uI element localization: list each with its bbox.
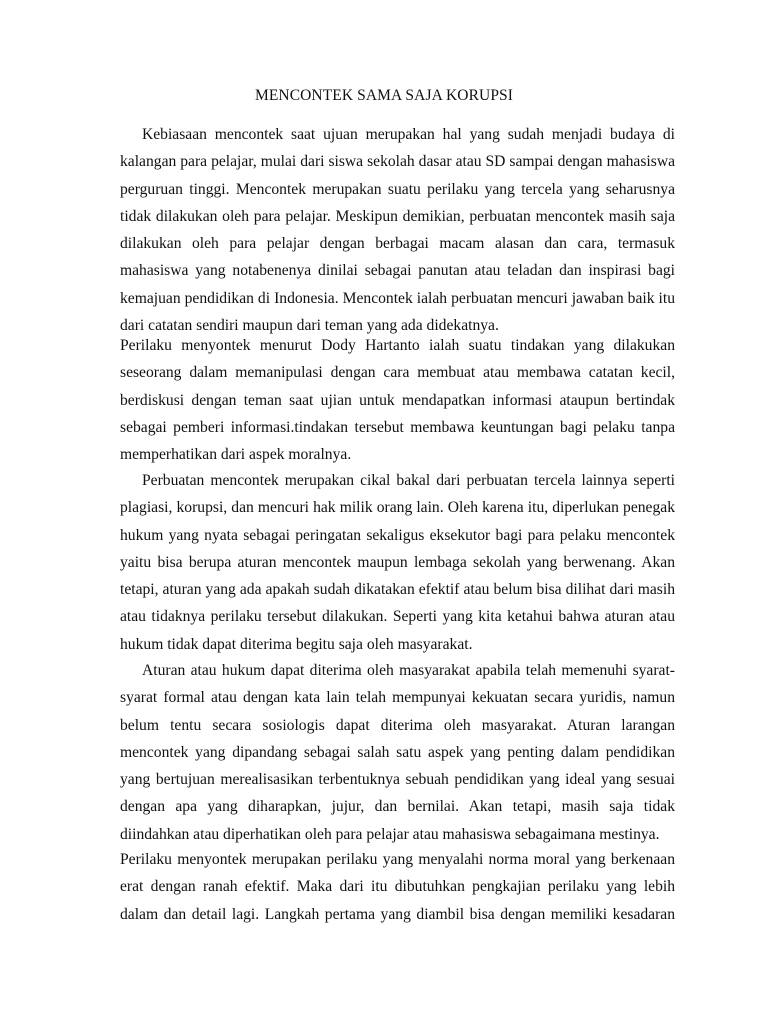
document-title: MENCONTEK SAMA SAJA KORUPSI — [254, 87, 514, 104]
paragraph-2: Perilaku menyontek menurut Dody Hartanto ialah suatu tindakan yang dilakukan seseorang dalam memanipulasi dengan cara membuat atau membawa catatan kecil, berdiskusi dengan teman saat ujian untuk mendapatkan informasi ataupun bertindak sebagai pemberi informasi.tindakan tersebut membawa keuntungan bagi pelaku tanpa memperhatikan dari aspek moralnya. — [120, 337, 675, 464]
paragraph-1: Kebiasaan mencontek saat ujuan merupakan hal yang sudah menjadi budaya di kalangan para pelajar, mulai dari siswa sekolah dasar atau SD sampai dengan mahasiswa perguruan tinggi. Mencontek merupakan suatu perilaku yang tercela yang seharusnya tidak dilakukan oleh para pelajar. Meskipun demikian, perbuatan mencontek masih saja dilakukan oleh para pelajar dengan berbagai macam alasan dan cara, termasuk mahasiswa yang notabenenya dinilai sebagai panutan atau teladan dan inspirasi bagi kemajuan pendidikan di Indonesia. Mencontek ialah perbuatan mencuri jawaban baik itu dari catatan sendiri maupun dari teman yang ada didekatnya. — [120, 126, 675, 335]
paragraph-5: Perilaku menyontek merupakan perilaku yang menyalahi norma moral yang berkenaan erat dengan ranah efektif. Maka dari itu dibutuhkan pengkajian perilaku yang lebih dalam dan detail lagi. Langkah pertama yang diambil bisa dengan memiliki kesadaran — [120, 851, 675, 923]
paragraph-4: Aturan atau hukum dapat diterima oleh masyarakat apabila telah memenuhi syarat-syarat formal atau dengan kata lain telah mempunyai kekuatan secara yuridis, namun belum tentu secara sosiologis dapat diterima oleh masyarakat. Aturan larangan mencontek yang dipandang sebagai salah satu aspek yang penting dalam pendidikan yang bertujuan merealisasikan terbentuknya sebuah pendidikan yang ideal yang sesuai dengan apa yang diharapkan, jujur, dan bernilai. Akan tetapi, masih saja tidak diindahkan atau diperhatikan oleh para pelajar atau mahasiswa sebagaimana mestinya. — [120, 662, 675, 843]
paragraph-3: Perbuatan mencontek merupakan cikal bakal dari perbuatan tercela lainnya seperti plagiasi, korupsi, dan mencuri hak milik orang lain. Oleh karena itu, diperlukan penegak hukum yang nyata sebagai peringatan sekaligus eksekutor bagi para pelaku mencontek yaitu bisa berupa aturan mencontek maupun lembaga sekolah yang berwenang. Akan tetapi, aturan yang ada apakah sudah dikatakan efektif atau belum bisa dilihat dari masih atau tidaknya perilaku tersebut dilakukan. Seperti yang kita ketahui bahwa aturan atau hukum tidak dapat diterima begitu saja oleh masyarakat. — [120, 472, 675, 653]
